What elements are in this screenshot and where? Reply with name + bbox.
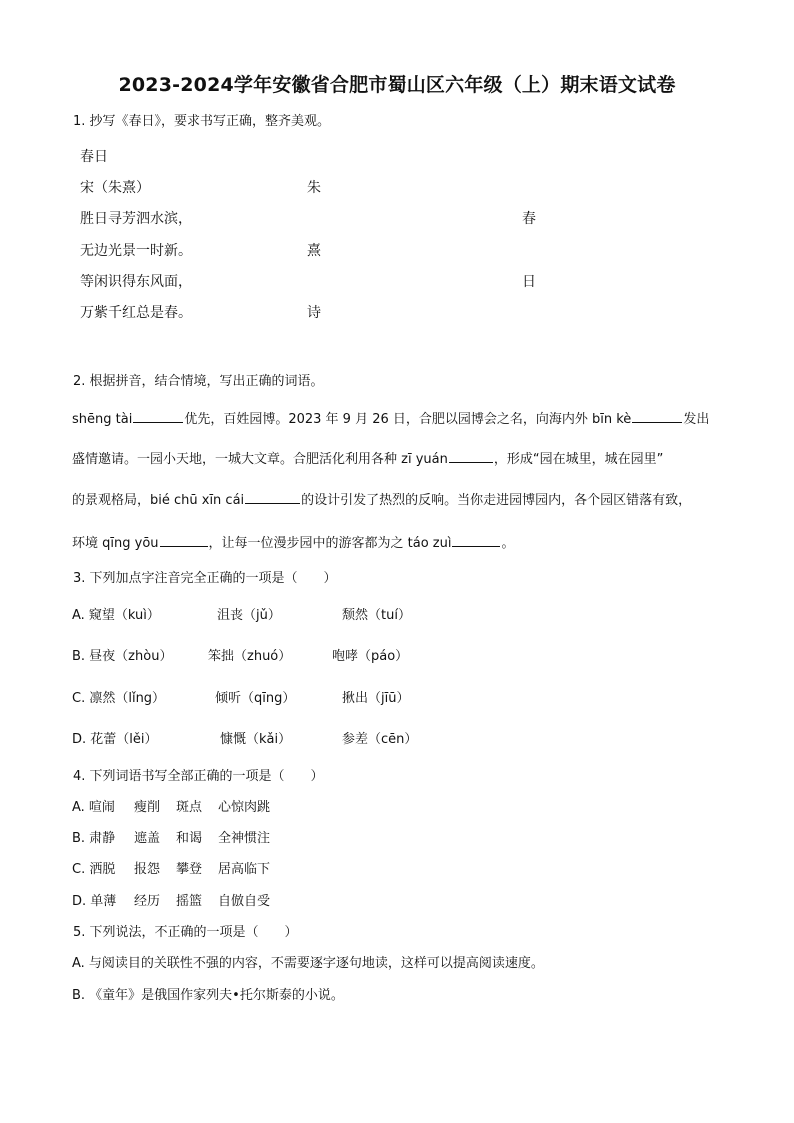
question-3-stem: 3. 下列加点字注音完全正确的一项是（ ） — [73, 571, 337, 586]
sentence-text: 。 — [501, 536, 515, 551]
grid-char: 诗 — [307, 305, 321, 321]
question-2-stem: 2. 根据拼音，结合情境，写出正确的词语。 — [73, 374, 324, 389]
q4-option-c[interactable]: C. 洒脱 报怨 攀登 居高临下 — [72, 862, 271, 877]
answer-blank[interactable] — [452, 532, 500, 547]
poem-line-4: 万紫千红总是春。 — [80, 305, 192, 321]
sentence-text: 发出 — [683, 412, 710, 427]
grid-char: 朱 — [307, 180, 321, 196]
q2-paragraph-line-1 — [72, 408, 709, 427]
answer-blank[interactable] — [632, 408, 682, 423]
sentence-text: ，形成“园在城里，城在园里” — [493, 452, 664, 467]
poem-author: 宋（朱熹） — [80, 180, 150, 196]
q5-option-b[interactable]: B. 《童年》是俄国作家列夫•托尔斯泰的小说。 — [72, 988, 344, 1003]
sentence-text: 的景观格局，bié chū xīn cái — [72, 493, 245, 508]
page-title: 2023-2024学年安徽省合肥市蜀山区六年级（上）期末语文试卷 — [118, 74, 676, 96]
sentence-text: 环境 qīng yōu — [72, 536, 159, 551]
question-1-stem: 1. 抄写《春日》，要求书写正确，整齐美观。 — [73, 114, 331, 129]
sentence-text: ，让每一位漫步园中的游客都为之 táo zuì — [208, 536, 452, 551]
grid-char: 日 — [522, 274, 536, 290]
question-5-stem: 5. 下列说法，不正确的一项是（ ） — [73, 925, 298, 940]
grid-char: 春 — [522, 211, 536, 227]
answer-blank[interactable] — [245, 489, 300, 504]
q3-option-b[interactable]: B. 昼夜（zhòu） 笨拙（zhuó） 咆哮（páo） — [72, 649, 409, 664]
q4-option-d[interactable]: D. 单薄 经历 摇篮 自倣自受 — [72, 894, 271, 909]
sentence-text: 优先，百姓园博。2023 年 9 月 26 日，合肥以园博会之名，向海内外 bīn kè — [184, 412, 632, 427]
answer-blank[interactable] — [449, 448, 493, 463]
q3-option-c[interactable]: C. 凛然（lǐng） 倾听（qīng） 揪出（jīū） — [72, 691, 410, 706]
poem-title: 春日 — [80, 149, 108, 165]
q4-option-b[interactable]: B. 肃静 遮盖 和谒 全神惯注 — [72, 831, 271, 846]
q2-paragraph-line-2 — [72, 448, 663, 467]
q4-option-a[interactable]: A. 喧闹 瘦削 斑点 心惊肉跳 — [72, 800, 271, 815]
answer-blank[interactable] — [133, 408, 183, 423]
q3-option-a[interactable]: A. 窥望（kuì） 沮丧（jǔ） 颓然（tuí） — [72, 608, 411, 623]
sentence-text: 的设计引发了热烈的反响。当你走进园博园内，各个园区错落有致， — [301, 493, 692, 508]
q3-option-d[interactable]: D. 花蕾（lěi） 慷慨（kǎi） 参差（cēn） — [72, 732, 418, 747]
sentence-text: 盛情邀请。一园小天地，一城大文章。合肥活化利用各种 zī yuán — [72, 452, 448, 467]
answer-blank[interactable] — [160, 532, 208, 547]
grid-char: 熹 — [307, 243, 321, 259]
q2-paragraph-line-3 — [72, 489, 691, 508]
poem-line-1: 胜日寻芳泗水滨， — [80, 211, 192, 227]
poem-line-3: 等闲识得东风面， — [80, 274, 192, 290]
question-4-stem: 4. 下列词语书写全部正确的一项是（ ） — [73, 769, 324, 784]
q5-option-a[interactable]: A. 与阅读目的关联性不强的内容，不需要逐字逐句地读，这样可以提高阅读速度。 — [72, 956, 544, 971]
poem-line-2: 无边光景一时新。 — [80, 243, 192, 259]
pinyin-text: shēng tài — [72, 412, 133, 427]
q2-paragraph-line-4 — [72, 532, 515, 551]
